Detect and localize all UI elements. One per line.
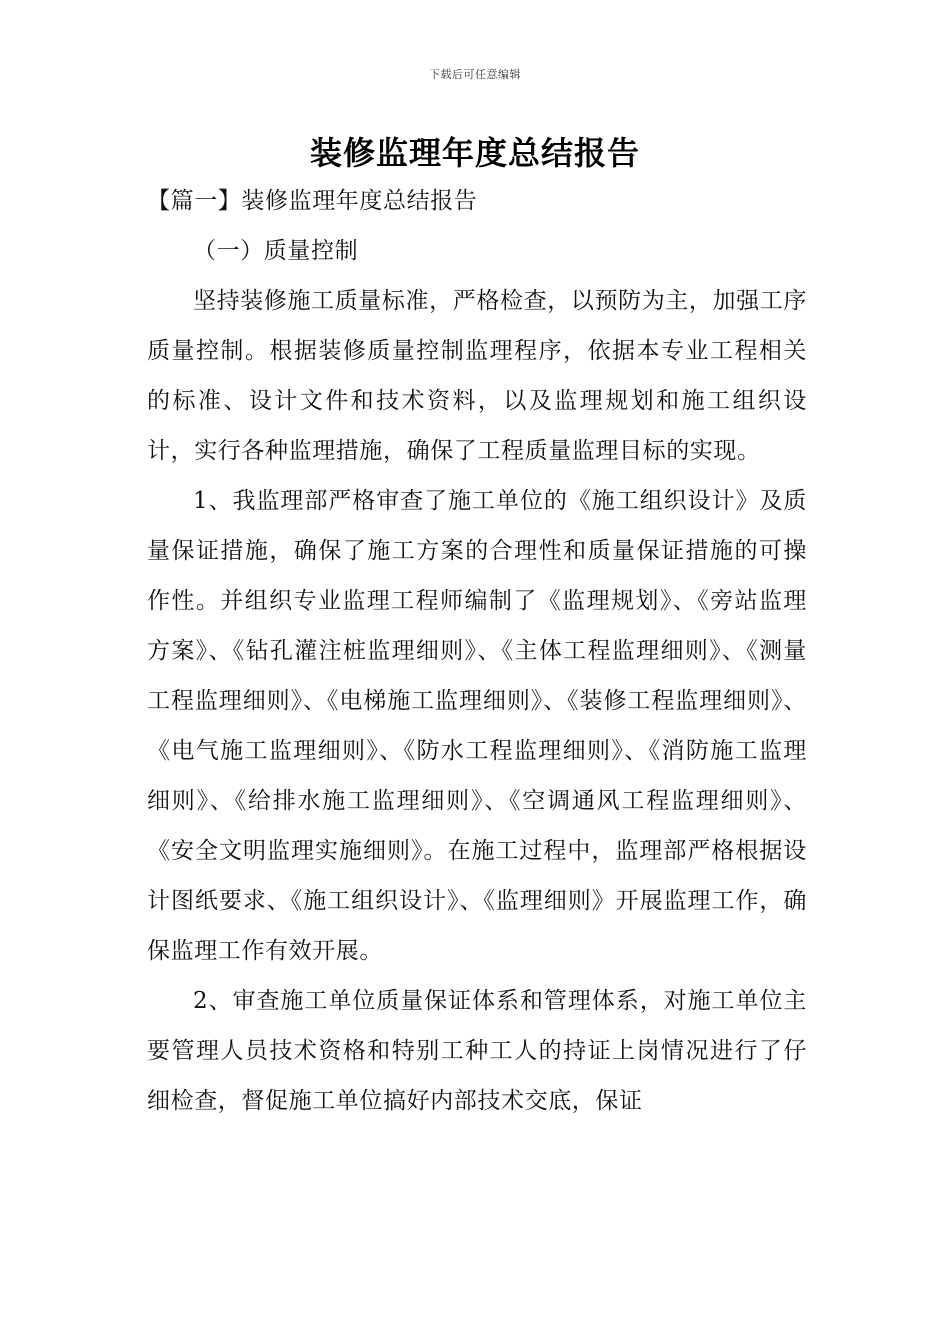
subsection-heading: （一）质量控制 [193, 238, 359, 264]
document-title: 装修监理年度总结报告 [309, 134, 640, 172]
paragraph-item-1: 1、我监理部严格审查了施工单位的《施工组织设计》及质量保证措施，确保了施工方案的合理性和质量保证措施的可操作性。并组织专业监理工程师编制了《监理规划》、《旁站监理方案》、《钻孔灌注桩监理细则》、《主体工程监理细则》、《测量工程监理细则》、《电梯施工监理细则》、《装修工程监理细则》、《电气施工监理细则》、《防水工程监理细则》、《消防施工监理细则》、《给排水施工监理细则》、《空调通风工程监理细则》、《安全文明监理实施细则》。在施工过程中，监理部严格根据设计图纸要求、《施工组织设计》、《监理细则》开展监理工作，确保监理工作有效开展。 [147, 488, 807, 964]
document-body [147, 176, 807, 1126]
header-note: 下载后可任意编辑 [429, 68, 521, 81]
section-heading: 【篇一】装修监理年度总结报告 [147, 188, 478, 214]
paragraph-quality-intro: 坚持装修施工质量标准，严格检查，以预防为主，加强工序质量控制。根据装修质量控制监理程序，依据本专业工程相关的标准、设计文件和技术资料，以及监理规划和施工组织设计，实行各种监理措施，确保了工程质量监理目标的实现。 [147, 288, 807, 464]
paragraph-item-2: 2、审查施工单位质量保证体系和管理体系，对施工单位主要管理人员技术资格和特别工种工人的持证上岗情况进行了仔细检查，督促施工单位搞好内部技术交底，保证 [147, 988, 807, 1114]
